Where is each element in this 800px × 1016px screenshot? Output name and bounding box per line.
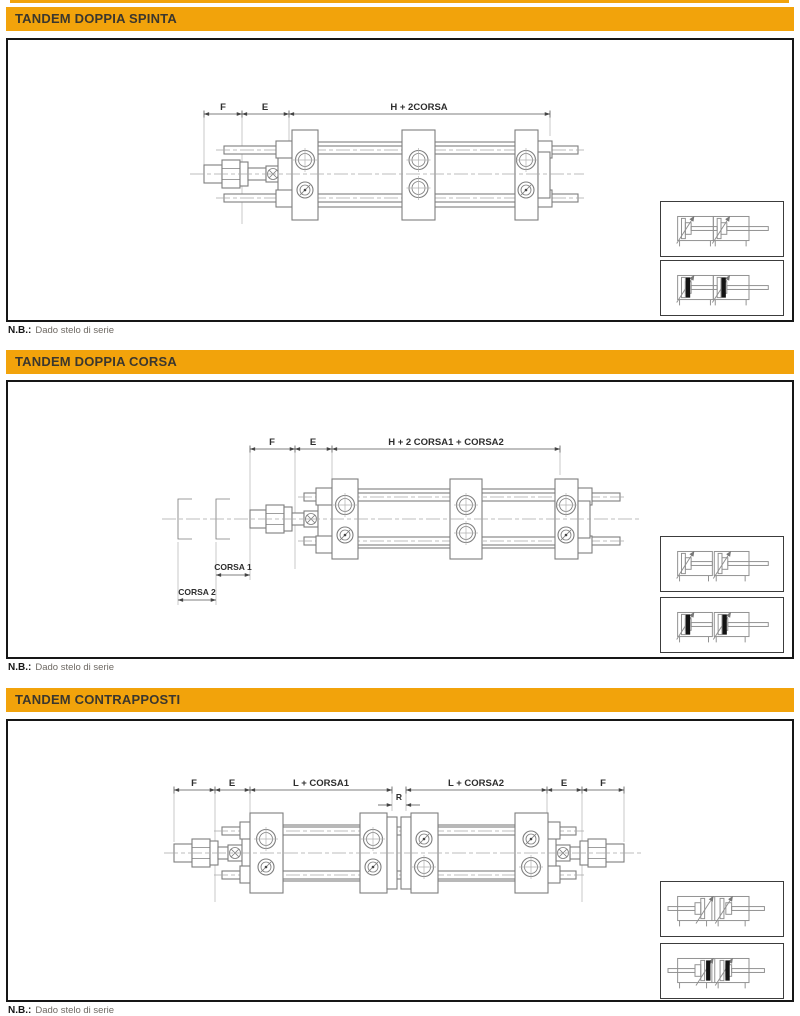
panel-tandem-doppia-corsa bbox=[6, 380, 794, 659]
panel-tandem-doppia-spinta bbox=[6, 38, 794, 322]
dim-label-e: E bbox=[261, 102, 269, 113]
dimension-lines bbox=[204, 102, 550, 118]
pneumatic-symbol-box-magnetic bbox=[660, 260, 784, 316]
iso-symbol-tandem-double-thrust bbox=[661, 202, 783, 256]
dim-label-corsa1: CORSA 1 bbox=[214, 562, 252, 572]
dimension-lines bbox=[174, 778, 624, 805]
note-text: Dado stelo di serie bbox=[35, 662, 115, 673]
dim-label-f-left: F bbox=[191, 778, 197, 789]
note-text: Dado stelo di serie bbox=[35, 1005, 115, 1016]
dim-label-main-left: L + CORSA1 bbox=[292, 778, 350, 789]
pneumatic-symbol-box-magnetic bbox=[660, 943, 784, 999]
panel-tandem-contrapposti bbox=[6, 719, 794, 1002]
section-title: TANDEM DOPPIA CORSA bbox=[15, 354, 177, 369]
note-prefix: N.B.: bbox=[8, 1005, 32, 1016]
page-top-accent-strip bbox=[10, 0, 789, 3]
dim-label-corsa2: CORSA 2 bbox=[178, 587, 216, 597]
dim-label-e: E bbox=[309, 437, 317, 448]
dim-label-r: R bbox=[395, 792, 403, 802]
iso-symbol-tandem-double-thrust-magnetic bbox=[661, 261, 783, 315]
dim-label-main: H + 2 CORSA1 + CORSA2 bbox=[388, 437, 504, 448]
iso-symbol-tandem-double-stroke-magnetic bbox=[661, 598, 783, 652]
section-title: TANDEM DOPPIA SPINTA bbox=[15, 11, 177, 26]
note-line bbox=[8, 325, 114, 336]
note-prefix: N.B.: bbox=[8, 662, 32, 673]
note-prefix: N.B.: bbox=[8, 325, 32, 336]
dim-label-e-right: E bbox=[560, 778, 568, 789]
section-header-tandem-contrapposti bbox=[6, 688, 794, 712]
note-line bbox=[8, 1005, 114, 1016]
section-header-tandem-doppia-spinta bbox=[6, 7, 794, 31]
dim-label-e-left: E bbox=[228, 778, 236, 789]
section-title: TANDEM CONTRAPPOSTI bbox=[15, 692, 181, 707]
pneumatic-symbol-box bbox=[660, 536, 784, 592]
pneumatic-symbol-box bbox=[660, 201, 784, 257]
note-text: Dado stelo di serie bbox=[35, 325, 115, 336]
note-line bbox=[8, 662, 114, 673]
dim-label-f-right: F bbox=[600, 778, 606, 789]
pneumatic-symbol-box-magnetic bbox=[660, 597, 784, 653]
dim-label-main-right: L + CORSA2 bbox=[447, 778, 505, 789]
iso-symbol-tandem-opposed bbox=[661, 882, 783, 936]
section-header-tandem-doppia-corsa bbox=[6, 350, 794, 374]
iso-symbol-tandem-opposed-magnetic bbox=[661, 944, 783, 998]
pneumatic-symbol-box bbox=[660, 881, 784, 937]
cylinder-body bbox=[204, 130, 584, 220]
dim-label-main: H + 2CORSA bbox=[390, 102, 448, 113]
dim-label-f: F bbox=[269, 437, 275, 448]
dim-label-f: F bbox=[220, 102, 226, 113]
iso-symbol-tandem-double-stroke bbox=[661, 537, 783, 591]
